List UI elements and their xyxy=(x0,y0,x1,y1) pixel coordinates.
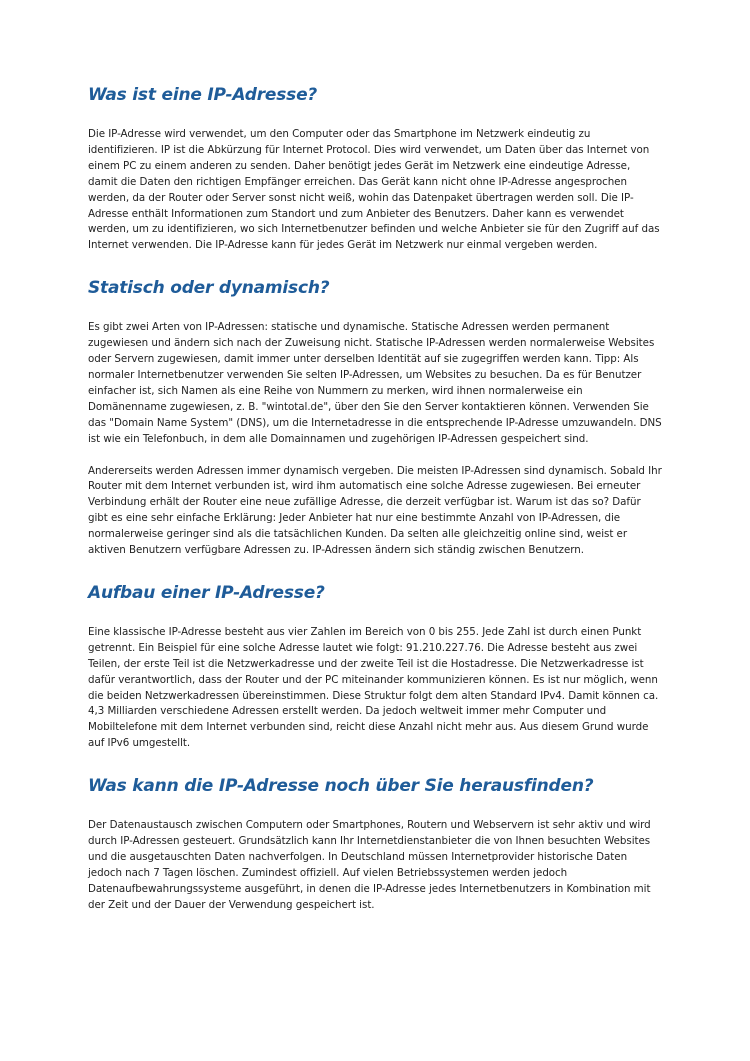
section-static-dynamic xyxy=(88,277,662,559)
section-ip-address xyxy=(88,84,662,254)
section-paragraph: Der Datenaustausch zwischen Computern oder Smartphones, Routern und Webservern ist sehr aktiv und wird durch IP-Adressen gesteuert. Grundsätzlich kann Ihr Internetdienstanbieter die von Ihnen besuchten Websites und die ausgetauschten Daten nachverfolgen. In Deutschland müssen Internetprovider historische Daten jedoch nach 7 Tagen löschen. Zumindest offiziell. Auf vielen Betriebssystemen werden jedoch Datenaufbewahrungssysteme ausgeführt, in denen die IP-Adresse jedes Internetbenutzers in Kombination mit der Zeit und der Dauer der Verwendung gespeichert ist. xyxy=(88,819,651,911)
section-heading: Aufbau einer IP-Adresse? xyxy=(88,582,325,603)
section-heading: Was ist eine IP-Adresse? xyxy=(88,85,318,105)
section-ip-tracking xyxy=(88,775,662,913)
document-page xyxy=(88,84,662,914)
section-paragraph: Es gibt zwei Arten von IP-Adressen: statische und dynamische. Statische Adressen werden permanent zugewiesen und ändern sich nach der Zuweisung nicht. Statische IP-Adressen werden normalerweise Websites oder Servern zugewiesen, damit immer unter derselben Identität auf sie zugegriffen werden kann. Tipp: Als normaler Internetbenutzer verwenden Sie selten IP-Adressen, um Websites zu besuchen. Da es für Benutzer einfacher ist, sich Namen als eine Reihe von Nummern zu merken, wird ihnen normalerweise ein Domänenname zugewiesen, z. B. "wintotal.de", über den Sie den Server kontaktieren können. Verwenden Sie das "Domain Name System" (DNS), um die Internetadresse in die entsprechende IP-Adresse umzuwandeln. DNS ist wie ein Telefonbuch, in dem alle Domainnamen und zugehörigen IP-Adressen gespeichert sind. xyxy=(88,321,662,445)
section-heading: Was kann die IP-Adresse noch über Sie herausfinden? xyxy=(88,776,594,797)
section-paragraph: Eine klassische IP-Adresse besteht aus vier Zahlen im Bereich von 0 bis 255. Jede Zahl ist durch einen Punkt getrennt. Ein Beispiel für eine solche Adresse lautet wie folgt: 91.210.227.76. Die Adresse besteht aus zwei Teilen, der erste Teil ist die Netzwerkadresse und der zweite Teil ist die Hostadresse. Die Netzwerkadresse ist dafür verantwortlich, dass der Router und der PC miteinander kommunizieren können. Es ist nur möglich, wenn die beiden Netzwerkadressen übereinstimmen. Diese Struktur folgt dem alten Standard IPv4. Damit können ca. 4,3 Milliarden verschiedene Adressen erstellt werden. Da jedoch weltweit immer mehr Computer und Mobiltelefone mit dem Internet verbunden sind, reicht diese Anzahl nicht mehr aus. Aus diesem Grund wurde auf IPv6 umgestellt. xyxy=(88,625,659,750)
section-heading: Statisch oder dynamisch? xyxy=(88,278,330,299)
section-paragraph: Die IP-Adresse wird verwendet, um den Computer oder das Smartphone im Netzwerk eindeutig zu identifizieren. IP ist die Abkürzung für Internet Protocol. Dies wird verwendet, um Daten über das Internet von einem PC zu einem anderen zu senden. Daher benötigt jedes Gerät im Netzwerk eine eindeutige Adresse, damit die Daten den richtigen Empfänger erreichen. Das Gerät kann nicht ohne IP-Adresse angesprochen werden, da der Router oder Server sonst nicht weiß, wohin das Datenpaket übertragen werden soll. Die IP-Adresse enthält Informationen zum Standort und zum Anbieter des Benutzers. Daher kann es verwendet werden, um zu identifizieren, wo sich Internetbenutzer befinden und welche Anbieter sie für den Zugriff auf das Internet verwenden. Die IP-Adresse kann für jedes Gerät im Netzwerk nur einmal vergeben werden. xyxy=(88,128,660,252)
section-ip-structure xyxy=(88,582,662,752)
section-paragraph: Andererseits werden Adressen immer dynamisch vergeben. Die meisten IP-Adressen sind dynamisch. Sobald Ihr Router mit dem Internet verbunden ist, wird ihm automatisch eine solche Adresse zugewiesen. Bei erneuter Verbindung erhält der Router eine neue zufällige Adresse, die derzeit verfügbar ist. Warum ist das so? Dafür gibt es eine sehr einfache Erklärung: Jeder Anbieter hat nur eine bestimmte Anzahl von IP-Adressen, die normalerweise geringer sind als die tatsächlichen Kunden. Da selten alle gleichzeitig online sind, weist er aktiven Benutzern verfügbare Adressen zu. IP-Adressen ändern sich ständig zwischen Benutzern. xyxy=(88,464,662,557)
